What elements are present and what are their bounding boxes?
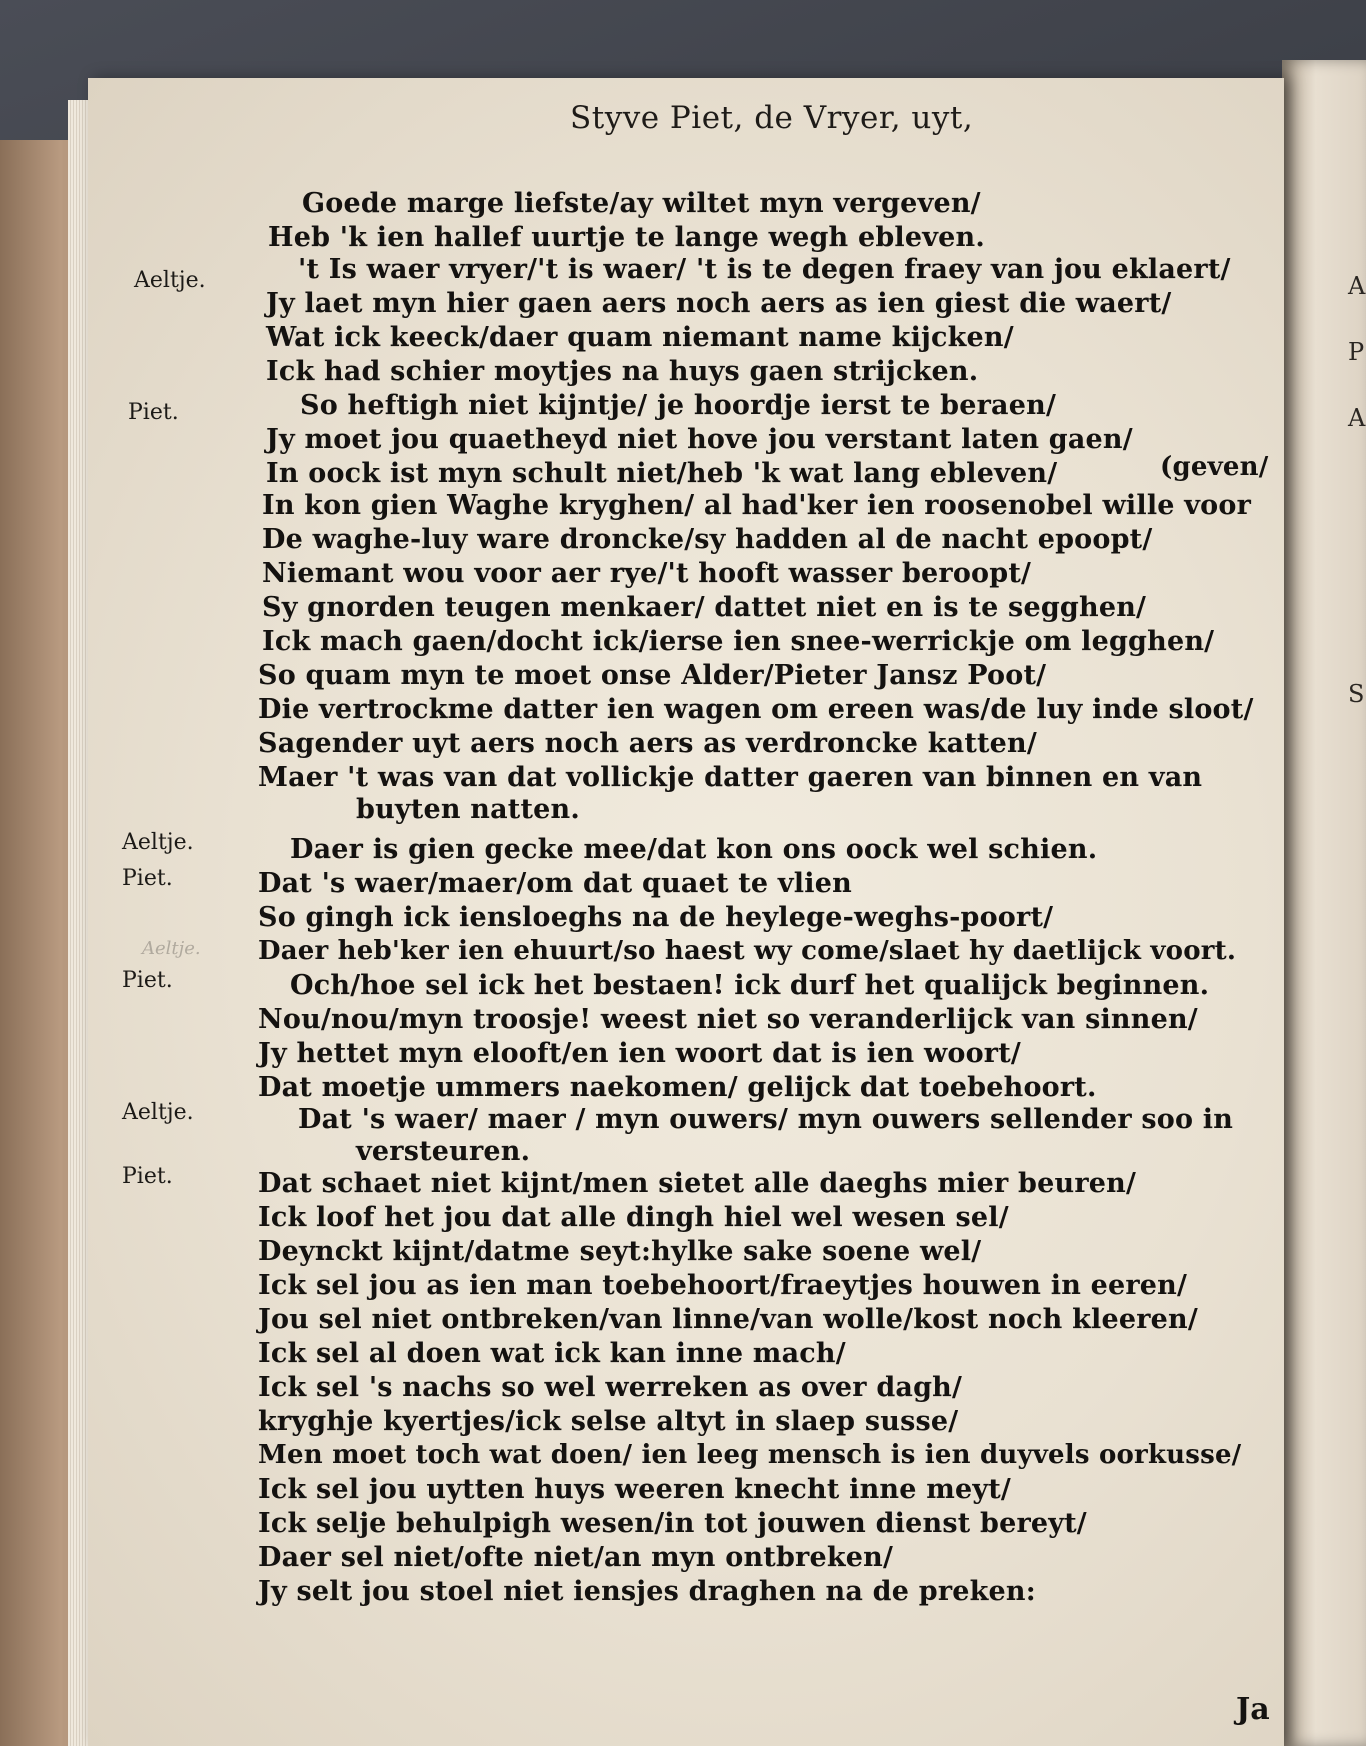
verse-line: Die vertrockme datter ien wagen om ereen was/de luy inde sloot/ — [258, 694, 1254, 725]
verse-line: In oock ist myn schult niet/heb 'k wat lang ebleven/ — [266, 458, 1058, 489]
facing-page-fragment: S — [1348, 680, 1365, 708]
verse-line: So quam myn te moet onse Alder/Pieter Jansz Poot/ — [258, 660, 1047, 691]
verse-line: Dat 's waer/maer/om dat quaet te vlien — [258, 868, 852, 899]
facing-page-fragment: A — [1348, 272, 1366, 300]
verse-line: Jou sel niet ontbreken/van linne/van wolle/kost noch kleeren/ — [258, 1304, 1198, 1335]
verse-line: Maer 't was van dat vollickje datter gaeren van binnen en van — [258, 762, 1203, 793]
verse-line: Goede marge liefste/ay wiltet myn vergeven/ — [302, 188, 981, 219]
verse-line: Sy gnorden teugen menkaer/ dattet niet en is te segghen/ — [262, 592, 1147, 623]
verse-line: Dat 's waer/ maer / myn ouwers/ myn ouwers sellender soo in — [298, 1104, 1234, 1135]
verse-line: Nou/nou/myn troosje! weest niet so veranderlijck van sinnen/ — [258, 1004, 1198, 1035]
verse-line: De waghe-luy ware droncke/sy hadden al de nacht epoopt/ — [262, 524, 1153, 555]
verse-line: Heb 'k ien hallef uurtje te lange wegh ebleven. — [268, 222, 985, 253]
verse-line: Dat schaet niet kijnt/men sietet alle daeghs mier beuren/ — [258, 1168, 1137, 1199]
catchword: Ja — [1236, 1692, 1270, 1727]
speaker-label: Aeltje. — [122, 830, 194, 855]
verse-line: Daer is gien gecke mee/dat kon ons oock wel schien. — [290, 834, 1098, 865]
verse-line: Ick selje behulpigh wesen/in tot jouwen dienst bereyt/ — [258, 1508, 1087, 1539]
verse-line: kryghje kyertjes/ick selse altyt in slaep susse/ — [258, 1406, 959, 1437]
verse-line: Och/hoe sel ick het bestaen! ick durf het qualijck beginnen. — [290, 970, 1210, 1001]
verse-line: Wat ick keeck/daer quam niemant name kijcken/ — [266, 322, 1014, 353]
verse-line-turnover: (geven/ — [1160, 452, 1269, 482]
verse-line: Jy hettet myn elooft/en ien woort dat is ien woort/ — [258, 1038, 1021, 1069]
verse-line: Ick loof het jou dat alle dingh hiel wel wesen sel/ — [258, 1202, 1009, 1233]
verse-line: Men moet toch wat doen/ ien leeg mensch is ien duyvels oorkusse/ — [258, 1440, 1242, 1470]
verse-line: In kon gien Waghe kryghen/ al had'ker ien roosenobel wille voor — [262, 490, 1252, 521]
verse-line: Daer sel niet/ofte niet/an myn ontbreken/ — [258, 1542, 894, 1573]
verse-line-turnover: versteuren. — [356, 1136, 531, 1167]
pencil-annotation: Aeltje. — [142, 938, 201, 959]
verse-line: 't Is waer vryer/'t is waer/ 't is te degen fraey van jou eklaert/ — [298, 254, 1231, 285]
facing-page-fragment: A — [1348, 404, 1366, 432]
speaker-label: Piet. — [128, 400, 179, 425]
verse-line: Jy moet jou quaetheyd niet hove jou verstant laten gaen/ — [266, 424, 1133, 455]
speaker-label: Piet. — [122, 968, 173, 993]
verse-line: Ick sel jou as ien man toebehoort/fraeytjes houwen in eeren/ — [258, 1270, 1188, 1301]
verse-line: Daer heb'ker ien ehuurt/so haest wy come/slaet hy daetlijck voort. — [258, 936, 1237, 966]
verse-line: So heftigh niet kijntje/ je hoordje ierst te beraen/ — [300, 390, 1057, 421]
speaker-label: Aeltje. — [122, 1100, 194, 1125]
verse-line: Ick sel al doen wat ick kan inne mach/ — [258, 1338, 846, 1369]
verse-line: Ick sel jou uytten huys weeren knecht inne meyt/ — [258, 1474, 1011, 1505]
verse-line: So gingh ick iensloeghs na de heylege-weghs-poort/ — [258, 902, 1054, 933]
verse-line: Ick sel 's nachs so wel werreken as over dagh/ — [258, 1372, 963, 1403]
verse-line: Sagender uyt aers noch aers as verdroncke katten/ — [258, 728, 1037, 759]
verse-line: Deynckt kijnt/datme seyt:hylke sake soene wel/ — [258, 1236, 982, 1267]
verse-line: Niemant wou voor aer rye/'t hooft wasser beroopt/ — [262, 558, 1032, 589]
verse-line: Jy laet myn hier gaen aers noch aers as ien giest die waert/ — [266, 288, 1172, 319]
verse-line: Dat moetje ummers naekomen/ gelijck dat toebehoort. — [258, 1072, 1097, 1103]
running-head: Styve Piet, de Vryer, uyt, — [570, 100, 974, 136]
speaker-label: Piet. — [122, 1164, 173, 1189]
facing-page-edge — [1282, 60, 1366, 1746]
verse-line-turnover: buyten natten. — [356, 794, 580, 825]
verse-line: Jy selt jou stoel niet iensjes draghen na de preken: — [258, 1576, 1036, 1607]
facing-page-fragment: P — [1348, 338, 1365, 366]
speaker-label: Aeltje. — [134, 268, 206, 293]
verse-line: Ick had schier moytjes na huys gaen strijcken. — [266, 356, 979, 387]
speaker-label: Piet. — [122, 866, 173, 891]
verse-line: Ick mach gaen/docht ick/ierse ien snee-werrickje om legghen/ — [262, 626, 1215, 657]
